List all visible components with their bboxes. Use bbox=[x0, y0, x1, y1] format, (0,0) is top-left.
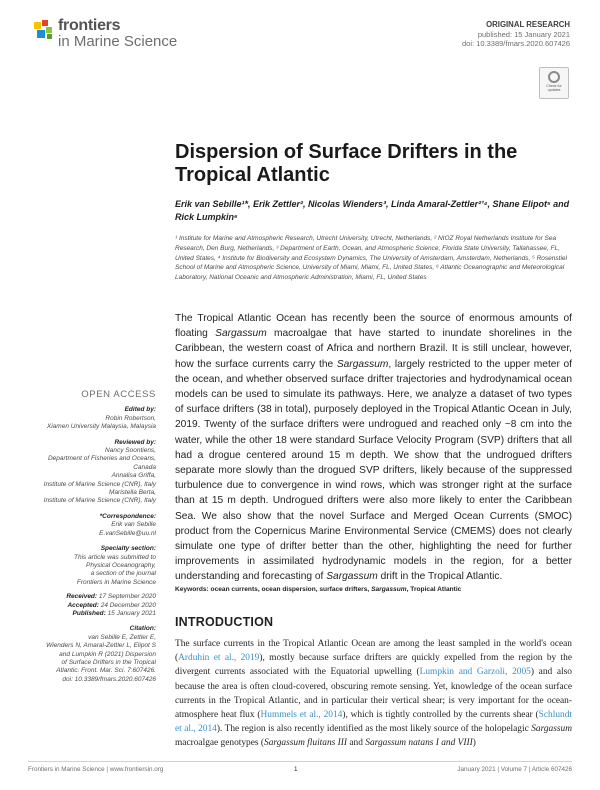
check-updates-line-1: Check for bbox=[546, 84, 562, 88]
italic-term: Sargassum bbox=[371, 586, 407, 593]
italic-term: Sargassum bbox=[336, 358, 389, 370]
intro-text: ), mostly because surface drifters are quickly expelled from the region by the divergent currents associated with the Equatorial upwelling ( bbox=[175, 653, 572, 678]
reviewer-line: Canada bbox=[133, 463, 156, 471]
editor-name: Robin Robertson, bbox=[105, 414, 156, 422]
article-type: ORIGINAL RESEARCH bbox=[486, 20, 570, 29]
footer-journal-link[interactable]: Frontiers in Marine Science | www.frontiersin.org bbox=[28, 766, 164, 773]
citation-line: and Lumpkin R (2021) Dispersion bbox=[59, 650, 156, 658]
citation-line: Atlantic. Front. Mar. Sci. 7:607426. bbox=[56, 667, 156, 675]
abstract bbox=[175, 311, 572, 585]
footer-volume-info: January 2021 | Volume 7 | Article 607426 bbox=[457, 766, 572, 773]
article-title: Dispersion of Surface Drifters in the Tropical Atlantic bbox=[175, 141, 518, 186]
italic-term: Sargassum natans I and VIII bbox=[365, 738, 473, 749]
correspondence-name: Erik van Sebille bbox=[111, 521, 156, 529]
article-meta bbox=[462, 20, 570, 49]
specialty-section-label: Specialty section: bbox=[100, 545, 156, 553]
abstract-text: macroalgae that have started to inundate shorelines in the Caribbean, the western coast of Africa and northern Brazil. It is still unclear, however, how the surface currents carry the bbox=[175, 328, 572, 370]
intro-text: ), which is tightly controlled by the currents shear ( bbox=[342, 710, 539, 721]
intro-text: ) and also because the area is often cloud-covered, obscuring remote sensing. Yet, knowledge of the ocean surface currents in the Tropical Atlantic, and in particular their vertical shear; is very important for the ocean-atmosphere heat flux ( bbox=[175, 667, 572, 721]
reviewer-line: Institute of Marine Science (CNR), Italy bbox=[43, 497, 156, 505]
footer-divider bbox=[28, 761, 572, 762]
received-value: 17 September 2020 bbox=[98, 593, 156, 601]
abstract-text: , largely restricted to the upper meter of the ocean, and whether observed surface drifter trajectories and hydrodynamical ocean models can be used to simulate its pathways. Here, we analyze a dataset of two types of surface drifters (38 in total), purposely deployed in the Tropical Atlantic Ocean in July, 2019. Twenty of the surface drifters were undrogued and reached only ~8 cm into the water, while the other 18 were standard Surface Velocity Program (SVP) drifters that all had a drogue centered around 15 m depth. We show that the undrogued drifters separate more slowly than the drogued SVP drifters, likely because of the suppressed turbulence due to convergence in wind rows, which was stronger right at the surface than at 15 m depth. Undrogued drifters were also more likely to enter the Caribbean Sea. We also show that the novel Surface and Merged Ocean Currents (SMOC) product from the Copernicus Marine Environmental Service (CMEMS) does not clearly simulate one type of drifter better than the other, highlighting the need for further improvements in assimilated hydrodynamic models in the region, for a better understanding and forecasting of bbox=[175, 358, 572, 583]
keywords-values bbox=[211, 586, 462, 593]
intro-text: The surface currents in the Tropical Atlantic Ocean are among the least sampled in the world's ocean ( bbox=[175, 639, 572, 664]
abstract-text: drift in the Tropical Atlantic. bbox=[377, 571, 503, 583]
journal-logo-subtitle: in Marine Science bbox=[58, 33, 178, 50]
citation-link[interactable]: Hummels et al., 2014 bbox=[260, 710, 343, 721]
citation-line: of Surface Drifters in the Tropical bbox=[61, 658, 156, 666]
reviewer-line: Institute of Marine Science (CNR), Italy bbox=[43, 480, 156, 488]
keywords-label: Keywords: bbox=[175, 586, 211, 593]
citation-line: Wienders N, Amaral-Zettler L, Elipot S bbox=[46, 642, 156, 650]
citation-line: doi: 10.3389/fmars.2020.607426 bbox=[62, 675, 156, 683]
intro-text: macroalgae genotypes ( bbox=[175, 738, 265, 749]
citation-link[interactable]: Arduhin et al., 2019 bbox=[178, 653, 260, 664]
reviewer-line: Department of Fisheries and Oceans, bbox=[47, 455, 156, 463]
italic-term: Sargassum fluitans III bbox=[264, 738, 348, 749]
intro-text: and bbox=[347, 738, 366, 749]
specialty-line: a section of the journal bbox=[90, 570, 156, 578]
reviewed-by-label: Reviewed by: bbox=[114, 438, 156, 446]
reviewer-line: Annalisa Griffa, bbox=[111, 472, 156, 480]
keywords bbox=[175, 585, 572, 594]
keyword-text: ocean currents, ocean dispersion, surface drifters, bbox=[210, 586, 372, 593]
abstract-text: The Tropical Atlantic Ocean has recently been the source of enormous amounts of floating bbox=[175, 313, 572, 340]
intro-text: ). The region is also recently identified as the most likely source of the holopelagic bbox=[216, 724, 532, 735]
keyword-text: , Tropical Atlantic bbox=[406, 586, 462, 593]
section-heading-introduction: INTRODUCTION bbox=[175, 615, 274, 629]
italic-term: Sargassum bbox=[531, 724, 572, 735]
citation-label: Citation: bbox=[129, 625, 156, 633]
check-for-updates-button[interactable] bbox=[539, 67, 569, 99]
published-value: 15 January 2021 bbox=[107, 609, 156, 617]
article-sidebar bbox=[28, 391, 156, 684]
citation-link[interactable]: Lumpkin and Garzoli, 2005 bbox=[419, 667, 531, 678]
specialty-line: This article was submitted to bbox=[73, 553, 156, 561]
received-label: Received: bbox=[66, 593, 98, 601]
open-access-label: OPEN ACCESS bbox=[81, 389, 156, 400]
affiliations: ¹ Institute for Marine and Atmospheric Research, Utrecht University, Utrecht, Netherlands, ² NIOZ Royal Netherlands Institute for Sea Research, Den Burg, Netherlands, ³ Department of Earth, Ocean, and Atmospheric Science, Florida State University, Tallahassee, FL, United States, ⁴ Institute for Biodiversity and Ecosystem Dynamics, The University of Amsterdam, Amsterdam, Netherlands, ⁵ Rosenstiel School of Marine and Atmospheric Science, University of Miami, Miami, FL, United States, ⁶ Atlantic Oceanographic and Meteorological Laboratory, National Oceanic and Atmospheric Administration, Miami, FL, United States bbox=[175, 235, 567, 282]
check-updates-icon bbox=[548, 71, 560, 83]
author-list: Erik van Sebille¹*, Erik Zettler², Nicolas Wienders³, Linda Amaral-Zettler²ʼ⁴, Shane Elipot⁵ and Rick Lumpkin⁶ bbox=[175, 199, 570, 222]
published-date: published: 15 January 2021 bbox=[477, 29, 570, 39]
accepted-date bbox=[28, 602, 156, 610]
check-updates-line-2: updates bbox=[547, 88, 561, 92]
italic-term: Sargassum bbox=[326, 571, 378, 583]
published-label: Published: bbox=[72, 609, 106, 617]
frontiers-logo-icon bbox=[34, 20, 56, 42]
italic-term: Sargassum bbox=[215, 328, 267, 340]
page-number: 1 bbox=[294, 766, 298, 773]
received-date bbox=[28, 593, 156, 601]
editor-affiliation: Xiamen University Malaysia, Malaysia bbox=[46, 423, 156, 431]
citation-line: van Sebille E, Zettler E, bbox=[88, 633, 156, 641]
intro-text: ) bbox=[472, 738, 476, 749]
specialty-line: Frontiers in Marine Science bbox=[76, 578, 156, 586]
specialty-line: Physical Oceanography, bbox=[86, 561, 156, 569]
reviewer-line: Maristella Berta, bbox=[109, 489, 156, 497]
citation-link[interactable]: Schlundt et al., 2014 bbox=[175, 710, 572, 735]
published-date-side bbox=[28, 610, 156, 618]
correspondence-email-link[interactable]: E.vanSebille@uu.nl bbox=[99, 529, 156, 537]
article-doi[interactable]: doi: 10.3389/fmars.2020.607426 bbox=[462, 39, 570, 48]
accepted-label: Accepted: bbox=[67, 601, 99, 609]
journal-logo-wordmark: frontiers bbox=[58, 17, 121, 34]
edited-by-label: Edited by: bbox=[124, 406, 156, 414]
reviewer-line: Nancy Soontiens, bbox=[105, 447, 156, 455]
introduction-body bbox=[175, 637, 572, 751]
correspondence-label: *Correspondence: bbox=[99, 512, 156, 520]
accepted-value: 24 December 2020 bbox=[100, 601, 156, 609]
